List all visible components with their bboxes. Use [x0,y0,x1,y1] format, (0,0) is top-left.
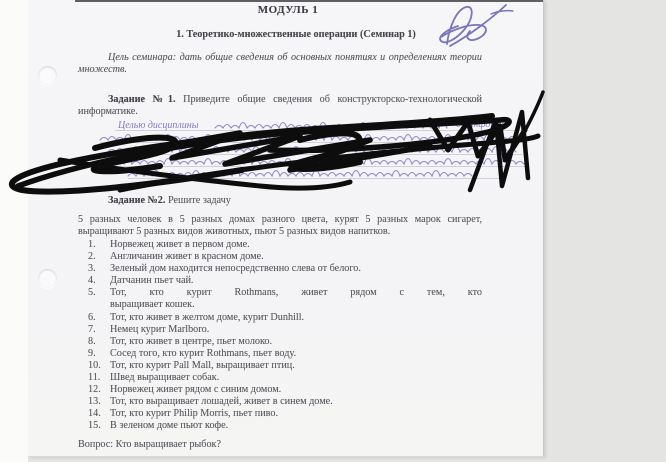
clue-item-9: 9. Сосед того, кто курит Rothmans, пьет воду. [88,347,297,359]
handwriting-fragment: об информа- [456,119,510,130]
clue-item-6: 6. Тот, кто живет в желтом доме, курит Dunhill. [88,311,305,323]
final-question: Вопрос: Кто выращивает рыбок? [78,439,222,450]
clue-item-15: 15. В зеленом доме пьют кофе. [88,420,229,432]
clue-item-13: 13. Тот, кто выращивает лошадей, живет в синем доме. [88,396,333,408]
hole-punch-bottom [38,269,57,288]
task1-text: Приведите общие сведения об конструкторско-технологической [183,94,482,105]
task1-line-1 [78,94,482,106]
clue-item-12: 12. Норвежец живет рядом с синим домом. [88,384,282,396]
clue-item-10: 10. Тот, кто курит Pall Mall, выращивает птиц. [88,359,295,371]
page-top-edge-line [75,0,543,2]
document-page [28,0,544,457]
goal-line-1: Цель семинара: дать общие сведения об основных понятиях и определениях теории [108,52,482,63]
clue-item-4: 4. Датчанин пьет чай. [88,275,194,287]
task2-label: Задание №2. [108,195,166,206]
clue-item-14: 14. Тот, кто курит Philip Morris, пьет пиво. [88,408,279,420]
task1-line-2: информатике. [78,106,138,118]
seminar-goal-paragraph [78,52,482,76]
clue-5-line-1: Тот, кто курит Rothmans, живет рядом с тем, кто [110,287,482,299]
intro-line-2: выращивают 5 разных видов животных, пьют 5 разных видов напитков. [78,226,391,238]
clue-list [78,239,482,433]
clue-list-container [78,239,482,433]
clue-item-3: 3. Зеленый дом находится непосредственно слева от белого. [88,263,361,275]
clue-5-line-2: выращивает кошек. [110,299,195,311]
hole-punch-top [38,66,57,85]
task1-label: Задание №1. [108,94,176,105]
task1-paragraph [78,94,482,118]
clue-item-7: 7. Немец курит Marlboro. [88,323,210,335]
handwriting-fragment: Целью дисциплины [118,120,199,131]
scan-margin-strip [0,0,28,462]
task2-heading [78,195,482,207]
clue-item-8: 8. Тот, кто живет в центре, пьет молоко. [88,335,273,347]
clue-item-2: 2. Англичанин живет в красном доме. [88,251,264,263]
seminar-title: 1. Теоретико-множественные операции (Семинар 1) [176,29,416,40]
goal-line-2: множеств. [78,64,127,76]
puzzle-intro-paragraph [78,214,482,238]
clue-item-5: 5. Тот, кто курит Rothmans, живет рядом с тем, кто выращивает кошек. [88,287,482,311]
clue-item-1: 1. Норвежец живет в первом доме. [88,239,250,250]
clue-item-11: 11. Швед выращивает собак. [88,372,220,384]
task2-text: Решите задачу [167,195,231,206]
module-title: МОДУЛЬ 1 [257,4,319,16]
intro-line-1: 5 разных человек в 5 разных домах разного цвета, курят 5 разных марок сигарет, [78,214,482,225]
